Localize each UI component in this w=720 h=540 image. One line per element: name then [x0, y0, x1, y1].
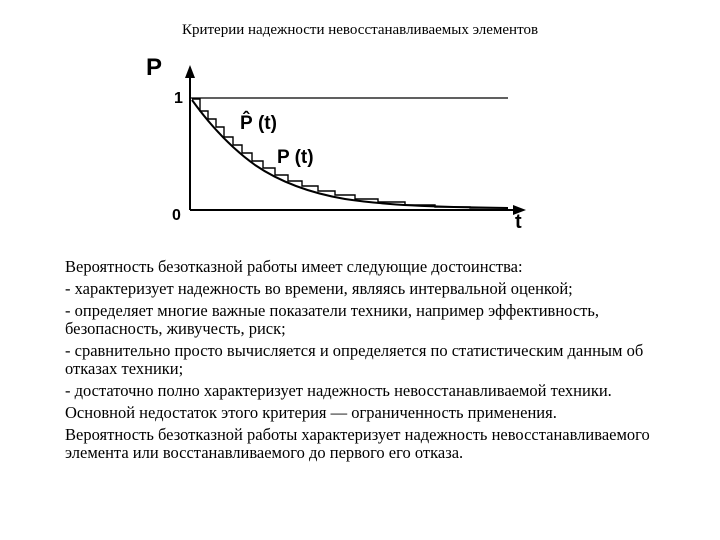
paragraph-advantage-1: - характеризует надежность во времени, являясь интервальной оценкой;: [65, 279, 573, 298]
paragraph-advantage-2: - определяет многие важные показатели техники, например эффективность, безопасность, живучесть, риск;: [65, 301, 600, 338]
y-tick-one: 1: [174, 90, 183, 107]
slide-title: Критерии надежности невосстанавливаемых элементов: [181, 22, 539, 38]
y-axis-arrow: [185, 65, 195, 78]
paragraph-advantage-4: - достаточно полно характеризует надежность невосстанавливаемой техники.: [65, 381, 612, 400]
x-axis-label: t: [515, 211, 522, 233]
body-text: [65, 258, 685, 466]
estimate-curve-label: P̂ (t): [240, 113, 277, 134]
paragraph-drawback: Основной недостаток этого критерия — ограниченность применения.: [65, 403, 557, 422]
origin-label: 0: [172, 207, 181, 224]
paragraph-conclusion: Вероятность безотказной работы характеризует надежность невосстанавливаемого элемента или восстанавливаемого до первого его отказа.: [65, 425, 650, 462]
reliability-graph: [130, 45, 550, 235]
y-axis-label: P: [146, 54, 163, 81]
true-curve-label: P (t): [277, 147, 314, 168]
paragraph-intro: Вероятность безотказной работы имеет следующие достоинства:: [65, 257, 523, 276]
reliability-figure: [130, 45, 550, 235]
paragraph-advantage-3: - сравнительно просто вычисляется и определяется по статистическим данным об отказах техники;: [65, 341, 644, 378]
